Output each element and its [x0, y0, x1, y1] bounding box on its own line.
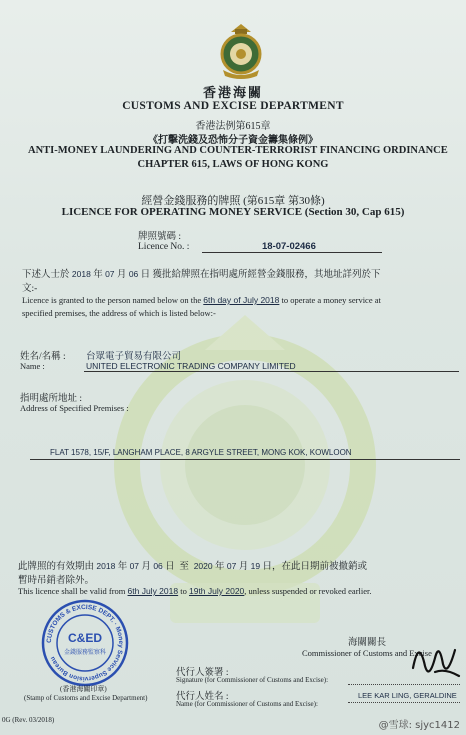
- platform-watermark: @雪球: sjyc1412: [378, 720, 460, 731]
- validity-en-line: This licence shall be valid from 6th July 2018 to 19th July 2020, unless suspended or revoked earlier.: [18, 586, 372, 596]
- valid-to-month: 07: [226, 561, 237, 571]
- cn-name-label: 姓名/名稱 :: [20, 352, 66, 362]
- cn-licence-title: 經營金錢服務的牌照 (第615章 第30條): [141, 195, 325, 207]
- premises-address: FLAT 1578, 15/F, LANGHAM PLACE, 8 ARGYLE STREET, MONG KOK, KOWLOON: [50, 448, 352, 457]
- en-name-label: Name :: [20, 361, 45, 371]
- valid-to-en: 19th July 2020: [188, 586, 245, 596]
- cn-ordinance-name: 《打擊洗錢及恐怖分子資金籌集條例》: [148, 135, 318, 146]
- cn-law-chapter: 香港法例第615章: [195, 121, 271, 132]
- validity-cn-line: 此牌照的有效期由 2018 年 07 月 06 日 至 2020 年 07 月 19 日，在此日期前被撤銷或: [18, 561, 367, 572]
- cn-signature-label: 代行人簽署 :: [176, 668, 229, 678]
- en-signer-name-label: Name (for Commissioner of Customs and Excise):: [176, 700, 318, 708]
- valid-from-year: 2018: [96, 561, 116, 571]
- licence-number: 18-07-02466: [262, 241, 316, 252]
- cn-stamp-label: (香港海關印章): [60, 685, 107, 693]
- en-address-label: Address of Specified Premises :: [20, 403, 129, 413]
- cn-commissioner: 海關關長: [348, 638, 387, 648]
- valid-from-en: 6th July 2018: [127, 586, 179, 596]
- grant-en-line: Licence is granted to the person named below on the 6th day of July 2018 to operate a money service at: [22, 295, 381, 305]
- form-reference: 0G (Rev. 03/2018): [2, 716, 55, 724]
- en-ordinance-name: ANTI-MONEY LAUNDERING AND COUNTER-TERRORIST FINANCING ORDINANCE: [28, 145, 448, 156]
- stamp-center-text: C&ED: [67, 631, 103, 645]
- grant-cn-line: 下述人士於 2018 年 07 月 06 日 獲批給牌照在指明處所經營金錢服務，其地址詳列於下: [22, 269, 381, 280]
- grant-day: 06: [128, 269, 139, 279]
- en-department-title: CUSTOMS AND EXCISE DEPARTMENT: [122, 100, 344, 112]
- validity-cn-line-2: 暫時吊銷者除外。: [18, 576, 95, 586]
- grant-en-line-2: specified premises, the address of which is listed below:-: [22, 308, 216, 318]
- grant-month: 07: [105, 269, 115, 279]
- cn-signer-name-label: 代行人姓名 :: [176, 692, 229, 702]
- cn-address-label: 指明處所地址 :: [20, 394, 83, 404]
- valid-from-day: 06: [153, 561, 163, 571]
- valid-to-year: 2020: [193, 561, 213, 571]
- customs-stamp-icon: [40, 598, 130, 688]
- handwritten-signature-icon: [405, 628, 465, 688]
- valid-from-month: 07: [129, 561, 140, 571]
- customs-crest-icon: [217, 22, 265, 80]
- en-stamp-label: (Stamp of Customs and Excise Department): [24, 694, 148, 702]
- en-law-chapter: CHAPTER 615, LAWS OF HONG KONG: [137, 159, 329, 170]
- en-licence-title: LICENCE FOR OPERATING MONEY SERVICE (Section 30, Cap 615): [61, 206, 405, 218]
- en-company-name: UNITED ELECTRONIC TRADING COMPANY LIMITED: [86, 361, 296, 371]
- cn-licence-no-label: 牌照號碼 :: [138, 232, 182, 242]
- grant-year: 2018: [71, 269, 91, 279]
- cn-company-name: 台眾電子貿易有限公司: [86, 352, 182, 362]
- valid-to-day: 19: [250, 561, 261, 571]
- grant-cn-line-2: 文:-: [22, 284, 38, 294]
- stamp-cn-center: 金錢服務監察科: [63, 649, 107, 656]
- en-commissioner: Commissioner of Customs and Excise: [302, 648, 432, 658]
- en-licence-no-label: Licence No. :: [138, 242, 190, 252]
- cn-department-title: 香港海關: [202, 85, 263, 100]
- signer-name: LEE KAR LING, GERALDINE: [358, 691, 457, 700]
- stamp-ring-text: CUSTOMS & EXCISE DEPT. · Money Service Supervision Bureau: [45, 603, 125, 683]
- grant-en-date: 6th day of July 2018: [203, 295, 280, 305]
- en-signature-label: Signature (for Commissioner of Customs and Excise):: [176, 676, 329, 684]
